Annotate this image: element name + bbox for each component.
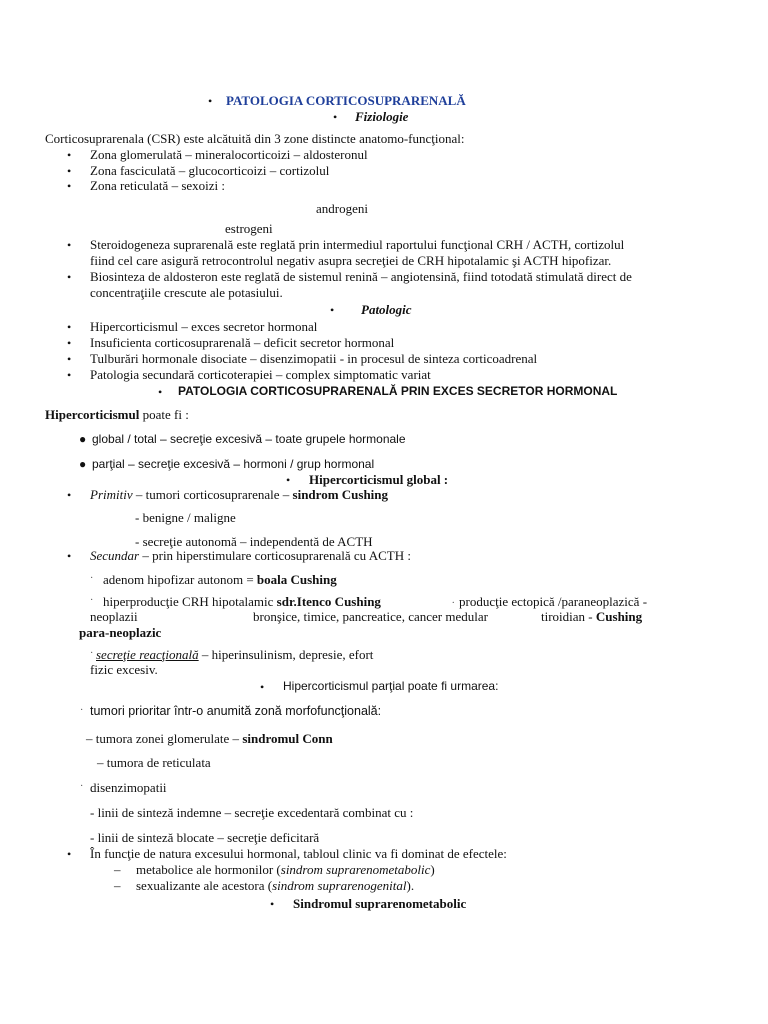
dot-icon: · [90,648,94,659]
boala-cushing: boala Cushing [256,572,337,587]
productie-ectopica: producţie ectopică /paraneoplazică - [459,594,648,609]
dot-icon: . [452,595,455,606]
dot-icon: · [80,781,84,792]
bullet-icon: • [67,847,72,861]
primitiv-mid: – tumori corticosuprarenale – [132,487,293,502]
bullet-icon: • [67,148,72,162]
dash-icon: – [114,878,121,893]
paragraph-line: concentraţiile crescute ale potasiului. [90,285,283,300]
section-heading-patologic: Patologic [361,302,412,317]
glomerulate-line [86,732,333,745]
secretie-reactionala: secreţie reacţională [96,647,199,662]
secundar-rest: – prin hiperstimulare corticosuprarenală cu ACTH : [139,548,411,563]
neoplazii-label: neoplazii [90,609,138,624]
list-item: Zona reticulată – sexoizi : [90,178,226,193]
sindrom-suprarenometabolic: sindrom suprarenometabolic [280,862,431,877]
section-heading-hiper-partial: Hipercorticismul parţial poate fi urmarea: [283,679,499,693]
section-heading-sindrom: Sindromul suprarenometabolic [293,896,467,911]
bullet-icon: • [158,385,163,399]
hipercorticism-rest: poate fi : [139,407,189,422]
section-heading-hiper-global: Hipercorticismul global : [309,472,449,487]
bullet-icon: ● [79,432,87,446]
autonoma-line: - secreţie autonomă – independentă de ACTH [135,534,373,549]
bullet-icon: • [67,270,72,284]
glomerulate-text: – tumora zonei glomerulate – [86,731,243,746]
sexualizante-end: ). [406,878,415,893]
sindrom-suprarenogenital: sindrom suprarenogenital [272,878,407,893]
list-item: Zona fasciculată – glucocorticoizi – cortizolul [90,163,330,178]
list-item: Insuficienta corticosuprarenală – deficit secretor hormonal [90,335,395,350]
para-neoplazic: para-neoplazic [79,625,162,640]
list-item: parţial – secreţie excesivă – hormoni / grup hormonal [92,457,375,471]
sexualizante-line [136,879,414,892]
list-item: global / total – secreţie excesivă – toate grupele hormonale [92,432,406,446]
androgeni-label: androgeni [316,201,368,216]
bullet-icon: • [67,164,72,178]
disenzimopatii-label: disenzimopatii [90,780,167,795]
sdr-itenco-cushing: sdr.Itenco Cushing [276,594,381,609]
bullet-icon: • [286,473,291,487]
page-title: PATOLOGIA CORTICOSUPRARENALĂ [226,93,466,108]
hiperproductie-text: hiperproducţie CRH hipotalamic [103,594,277,609]
reticulata-line: – tumora de reticulata [97,755,211,770]
bullet-icon: • [67,336,72,350]
secundar-label: Secundar [90,548,140,563]
list-item: Tulburări hormonale disociate – disenzimopatii - in procesul de sinteza corticoadrenal [90,351,538,366]
adenom-text: adenom hipofizar autonom = [103,572,257,587]
bullet-icon: ● [79,457,87,471]
hipercorticism-label: Hipercorticismul [45,407,140,422]
dot-icon: · [80,705,84,716]
reactionala-line [96,648,373,661]
indemne-line: - linii de sinteză indemne – secreţie excedentară combinat cu : [90,805,414,820]
tiroidian-line [541,610,642,623]
bullet-icon: • [67,179,72,193]
metabolice-end: ) [430,862,435,877]
sindrom-cushing: sindrom Cushing [292,487,389,502]
cushing-bold: Cushing [595,609,643,624]
hipercorticism-intro [45,408,189,421]
tiroidian-text: tiroidian - [541,609,596,624]
secundar-line [90,549,411,562]
bullet-icon: • [67,368,72,382]
sexualizante-text: sexualizante ale acestora ( [136,878,273,893]
benigne-line: - benigne / maligne [135,510,236,525]
primitiv-label: Primitiv [90,487,133,502]
bronsice-text: bronşice, timice, pancreatice, cancer medular [253,609,488,624]
hiperproductie-line [103,595,381,608]
tumori-prioritar: tumori prioritar într-o anumită zonă morfofuncţională: [90,704,382,718]
paragraph-line: Biosinteza de aldosteron este reglată de sistemul renină – angiotensină, fiind totodată stimulată direct de [90,269,632,284]
bullet-icon: • [67,320,72,334]
section-heading-fiziologie: Fiziologie [355,109,409,124]
list-item: Zona glomerulată – mineralocorticoizi – aldosteronul [90,147,368,162]
bullet-icon: • [208,94,213,108]
bullet-icon: • [67,488,72,502]
adenom-line [103,573,337,586]
bullet-icon: • [67,549,72,563]
bullet-icon: • [330,303,335,317]
section-heading-exces: PATOLOGIA CORTICOSUPRARENALĂ PRIN EXCES SECRETOR HORMONAL [178,384,618,398]
list-item: Hipercorticismul – exces secretor hormonal [90,319,318,334]
paragraph-line: Steroidogeneza suprarenală este reglată prin intermediul raportului funcţional CRH / ACTH, cortizolul [90,237,625,252]
bullet-icon: • [67,352,72,366]
intro-paragraph: Corticosuprarenala (CSR) este alcătuită din 3 zone distincte anatomo-funcţional: [45,131,465,146]
fizic-excesiv: fizic excesiv. [90,662,158,677]
reactionala-rest: – hiperinsulinism, depresie, efort [198,647,374,662]
dot-icon: · [90,573,94,584]
list-item: Patologia secundară corticoterapiei – complex simptomatic variat [90,367,431,382]
functie-line: În funcţie de natura excesului hormonal, tabloul clinic va fi dominat de efectele: [90,846,507,861]
bullet-icon: • [260,680,265,694]
estrogeni-label: estrogeni [225,221,273,236]
metabolice-line [136,863,435,876]
bullet-icon: • [67,238,72,252]
blocate-line: - linii de sinteză blocate – secreţie deficitară [90,830,320,845]
dot-icon: · [90,595,94,606]
paragraph-line: fiind cel care asigură retrocontrolul negativ asupra secreţiei de CRH hipotalamic şi ACTH hipofizar. [90,253,612,268]
dash-icon: – [114,862,121,877]
bullet-icon: • [270,897,275,911]
primitiv-line [90,488,388,501]
bullet-icon: • [333,110,338,124]
metabolice-text: metabolice ale hormonilor ( [136,862,281,877]
sindromul-conn: sindromul Conn [242,731,333,746]
